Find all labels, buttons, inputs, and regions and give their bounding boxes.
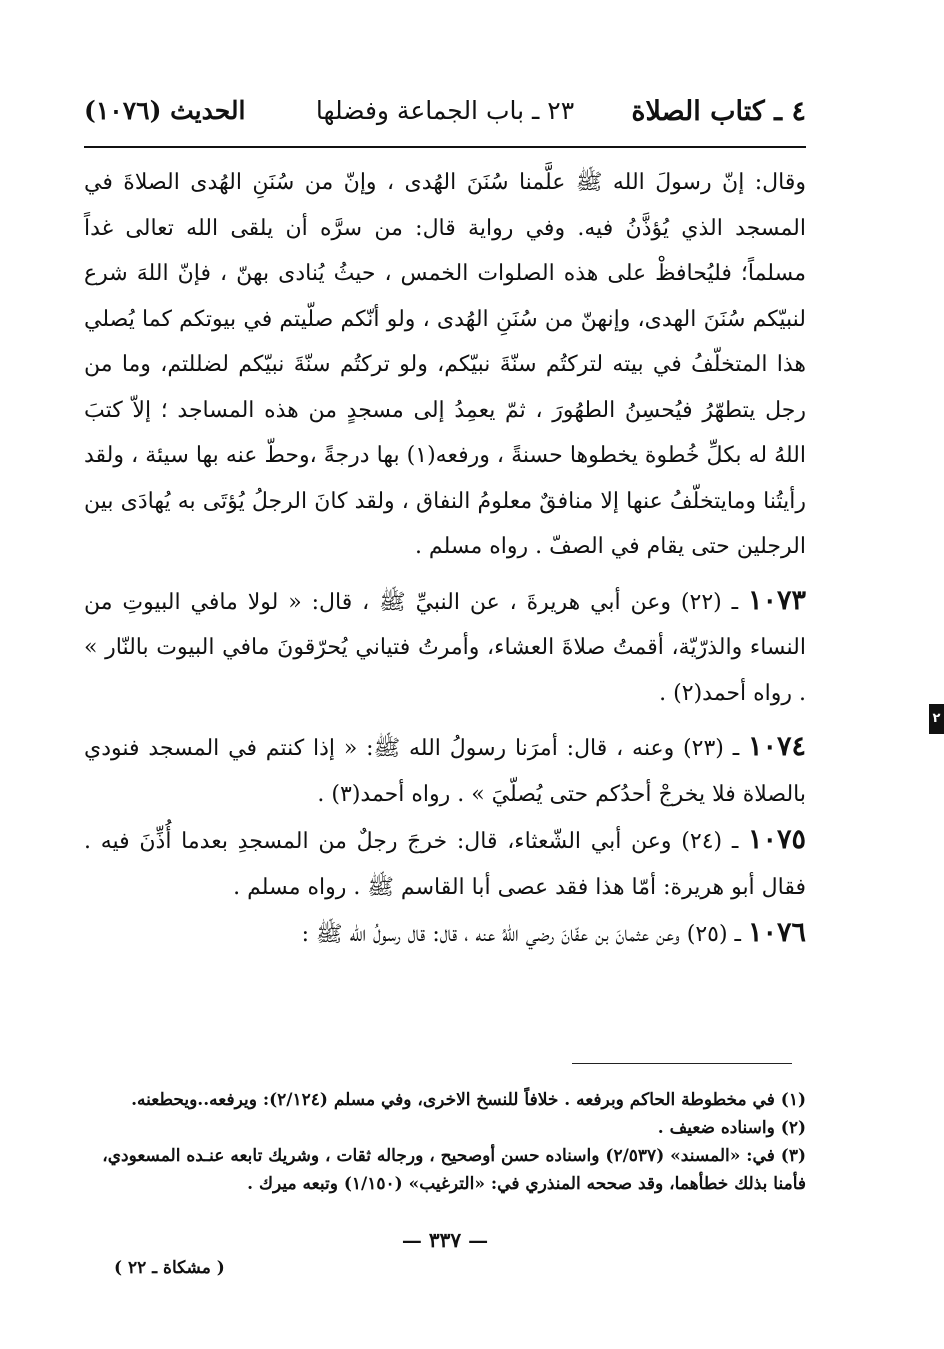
- hadith-text: ـ (٢٥) وعن عثمانَ بن عفّانَ رضي اللهُ عنه ، قال: قال رسولُ الله ﷺ :: [301, 922, 748, 947]
- thumb-index-tab: ٢: [929, 704, 944, 734]
- footnotes: [84, 1086, 806, 1198]
- hadith-text: ـ (٢٣) وعنه ، قال: أمرَنا رسولُ الله ﷺ: « إذا كنتم في المسجد فنودي بالصلاة فلا يخرجْ أحدُكم حتى يُصلّيَ » . رواه أحمد(٣) .: [84, 736, 806, 807]
- hadith-1074: [84, 724, 806, 817]
- footnote-2: (٢) واسناده ضعيف .: [657, 1118, 806, 1138]
- chapter-title: ٢٣ ـ باب الجماعة وفضلها: [315, 96, 575, 125]
- book-title: ٤ ـ كتاب الصلاة: [631, 96, 806, 127]
- footnote-3: (٣) في: «المسند» (٢/٥٣٧) واسناده حسن أوصحيح ، ورجاله ثقات ، وشريك تابعه عنـده المسعودي، فأمنا بذلك خطأهما، وقد صححه المنذري في: «الترغيب» (١/١٥٠) وتبعه ميرك .: [102, 1146, 806, 1194]
- hadith-1073: [84, 578, 806, 717]
- header-rule: [84, 146, 806, 148]
- book-page: [84, 88, 806, 1318]
- hadith-1075: [84, 817, 806, 910]
- hadith-number: ١٠٧٥: [748, 824, 807, 855]
- footnote-rule: [572, 1063, 792, 1064]
- running-head: [84, 88, 806, 144]
- hadith-1076: [84, 910, 806, 958]
- hadith-text: ـ (٢٢) وعن أبي هريرةَ ، عن النبيِّ ﷺ ، قال: « لولا مافي البيوتِ من النساء والذرّيّة، أقمتُ صلاةَ العشاء، وأمرتُ فتياني يُحرّقونَ مافي البيوت بالنّار » . رواه أحمد(٢) .: [84, 589, 806, 706]
- hadith-text: ـ (٢٤) وعن أبي الشّعثاء، قال: خرجَ رجلٌ من المسجدِ بعدما أُذِّنَ فيه . فقال أبو هريرة: أمّا هذا فقد عصى أبا القاسم ﷺ . رواه مسلم .: [84, 829, 806, 900]
- hadith-reference: الحديث (١٠٧٦): [84, 96, 246, 125]
- footnote-1: (١) في مخطوطة الحاكم وبرفعه . خلافاً للنسخ الاخرى، وفي مسلم (٢/١٢٤): ويرفعه..ويحطعنه.: [131, 1090, 806, 1110]
- printer-signature: ( مشكاة ـ ٢٢ ): [114, 1258, 225, 1278]
- paragraph-continuation: وقال: إنّ رسولَ الله ﷺ علَّمنا سُنَنَ الهُدى ، وإنّ من سُنَنِ الهُدى الصلاةَ في المسجد الذي يُؤذَّنُ فيه. وفي رواية قال: من سرَّه أن يلقى الله تعالى غداً مسلماً؛ فليُحافظْ على هذه الصلوات الخمس ، حيثُ يُنادى بهنّ ، فإنّ اللهَ شرع لنبيّكم سُنَنَ الهدى، وإنهنّ من سُنَنِ الهُدى ، ولو أنّكم صلّيتم في بيوتكم كما يُصلي هذا المتخلّفُ في بيته لتركتُم سنّةَ نبيّكم، ولو تركتُم سنّةَ نبيّكم لضللتم، وما من رجل يتطهّرُ فيُحسِنُ الطهُورَ ، ثمّ يعمِدُ إلى مسجدٍ من هذه المساجد ؛ إلاّ كتبَ اللهُ له بكلِّ خُطوة يخطوها حسنةً ، ورفعه(١) بها درجةً ،وحطّ عنه بها سيئة ، ولقد رأيتُنا ومايتخلّفُ عنها إلا منافقٌ معلومُ النفاق ، ولقد كانَ الرجلُ يُؤتَى به يُهادَى بين الرجلين حتى يقام في الصفّ . رواه مسلم .: [84, 170, 806, 559]
- hadith-number: ١٠٧٤: [747, 731, 806, 762]
- hadith-number: ١٠٧٦: [747, 917, 806, 948]
- hadith-number: ١٠٧٣: [748, 584, 807, 616]
- page-number: — ٣٣٧ —: [401, 1228, 489, 1252]
- main-text: [84, 160, 806, 958]
